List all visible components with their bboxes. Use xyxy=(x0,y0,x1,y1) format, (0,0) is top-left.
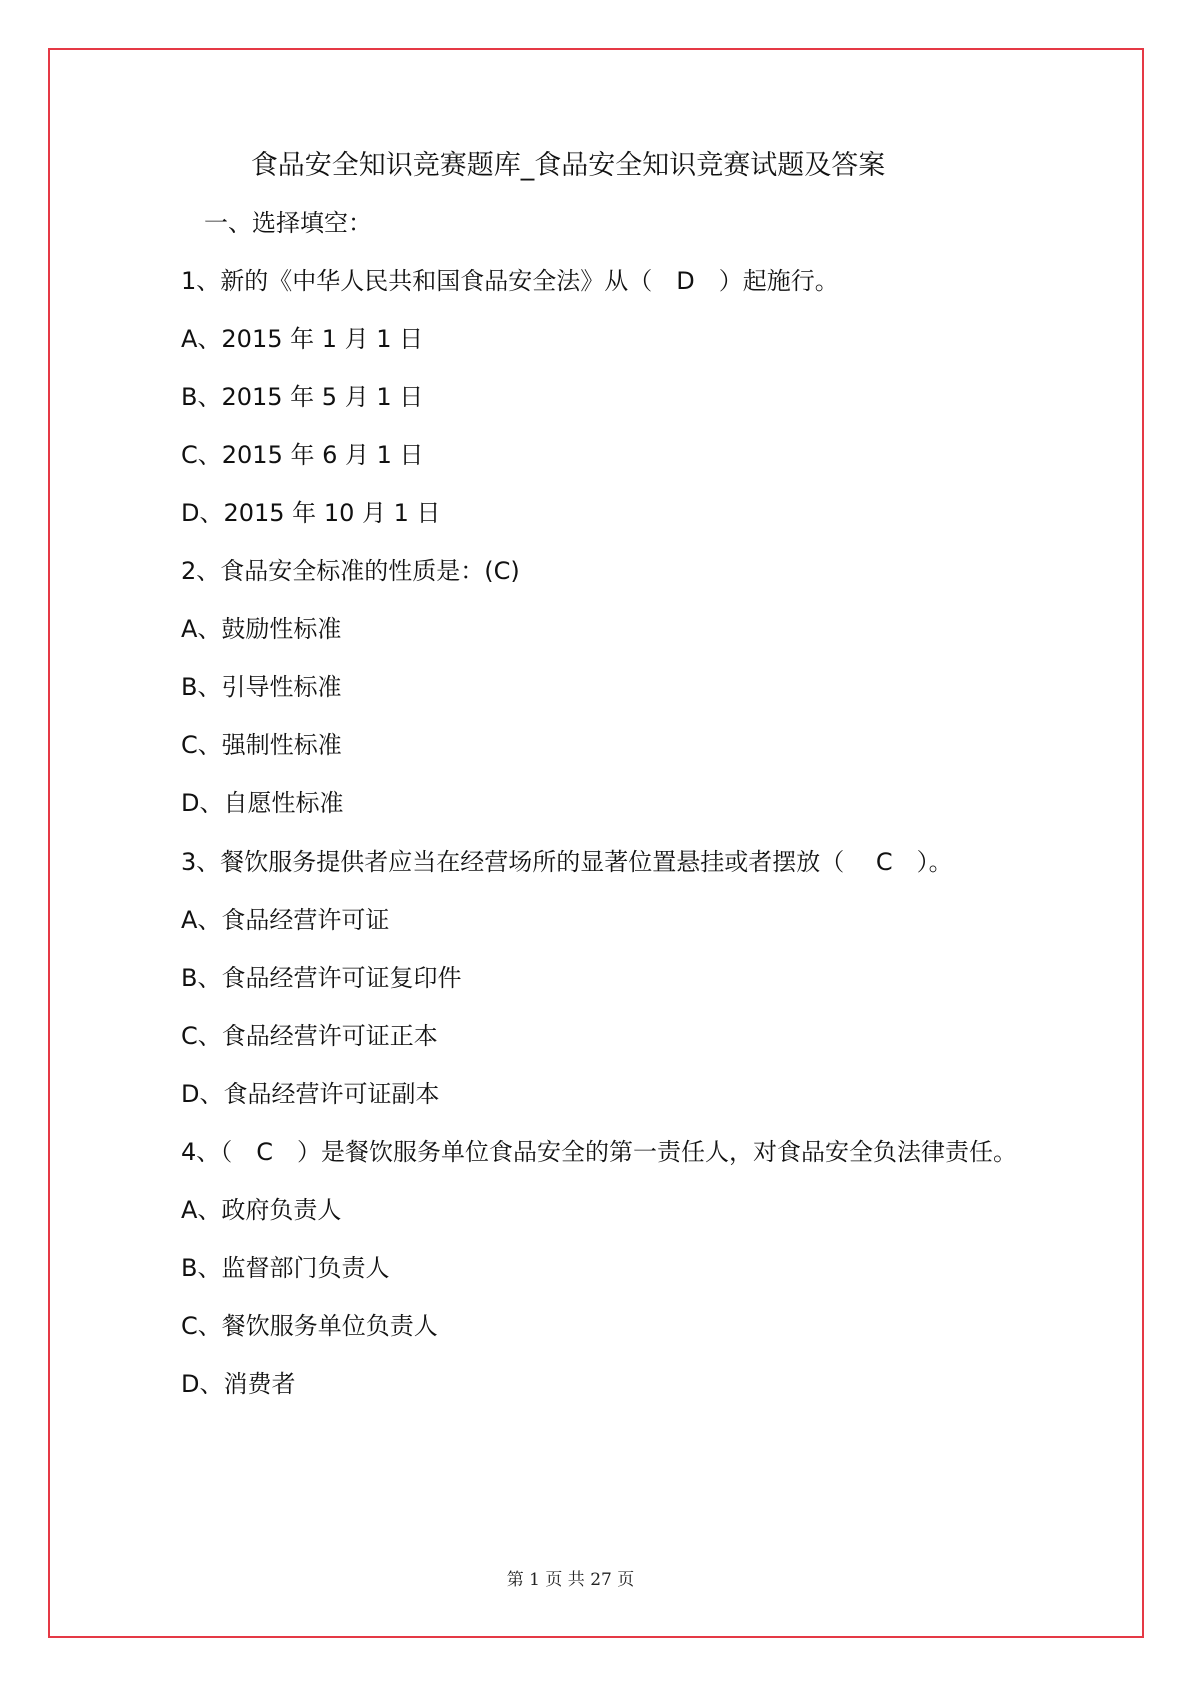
option-line: C、强制性标准 xyxy=(181,731,342,759)
option-line: A、食品经营许可证 xyxy=(181,906,390,934)
option-line: B、监督部门负责人 xyxy=(181,1254,390,1282)
option-line: D、自愿性标准 xyxy=(181,789,344,817)
document-title xyxy=(0,146,1191,186)
option-line: D、2015 年 10 月 1 日 xyxy=(181,499,441,527)
option-line: B、2015 年 5 月 1 日 xyxy=(181,383,424,411)
question-2: 2、食品安全标准的性质是：(C) xyxy=(181,557,520,585)
option-line: D、消费者 xyxy=(181,1370,296,1398)
document-title-text: 食品安全知识竞赛题库_食品安全知识竞赛试题及答案 xyxy=(250,150,886,181)
option-line: B、食品经营许可证复印件 xyxy=(181,964,462,992)
page-number: 第 1 页 共 27 页 xyxy=(506,1570,635,1590)
option-line: A、2015 年 1 月 1 日 xyxy=(181,325,424,353)
question-3: 3、餐饮服务提供者应当在经营场所的显著位置悬挂或者摆放（ C ）。 xyxy=(181,848,953,876)
option-line: A、鼓励性标准 xyxy=(181,615,342,643)
question-1: 1、新的《中华人民共和国食品安全法》从（ D ）起施行。 xyxy=(181,267,839,295)
option-line: C、食品经营许可证正本 xyxy=(181,1022,438,1050)
option-line: B、引导性标准 xyxy=(181,673,342,701)
option-line: A、政府负责人 xyxy=(181,1196,342,1224)
option-line: C、2015 年 6 月 1 日 xyxy=(181,441,424,469)
question-4: 4、（ C ）是餐饮服务单位食品安全的第一责任人，对食品安全负法律责任。 xyxy=(181,1138,1018,1166)
option-line: C、餐饮服务单位负责人 xyxy=(181,1312,438,1340)
option-line: D、食品经营许可证副本 xyxy=(181,1080,440,1108)
page-footer xyxy=(0,1568,1191,1592)
section-heading: 一、选择填空： xyxy=(204,209,372,237)
